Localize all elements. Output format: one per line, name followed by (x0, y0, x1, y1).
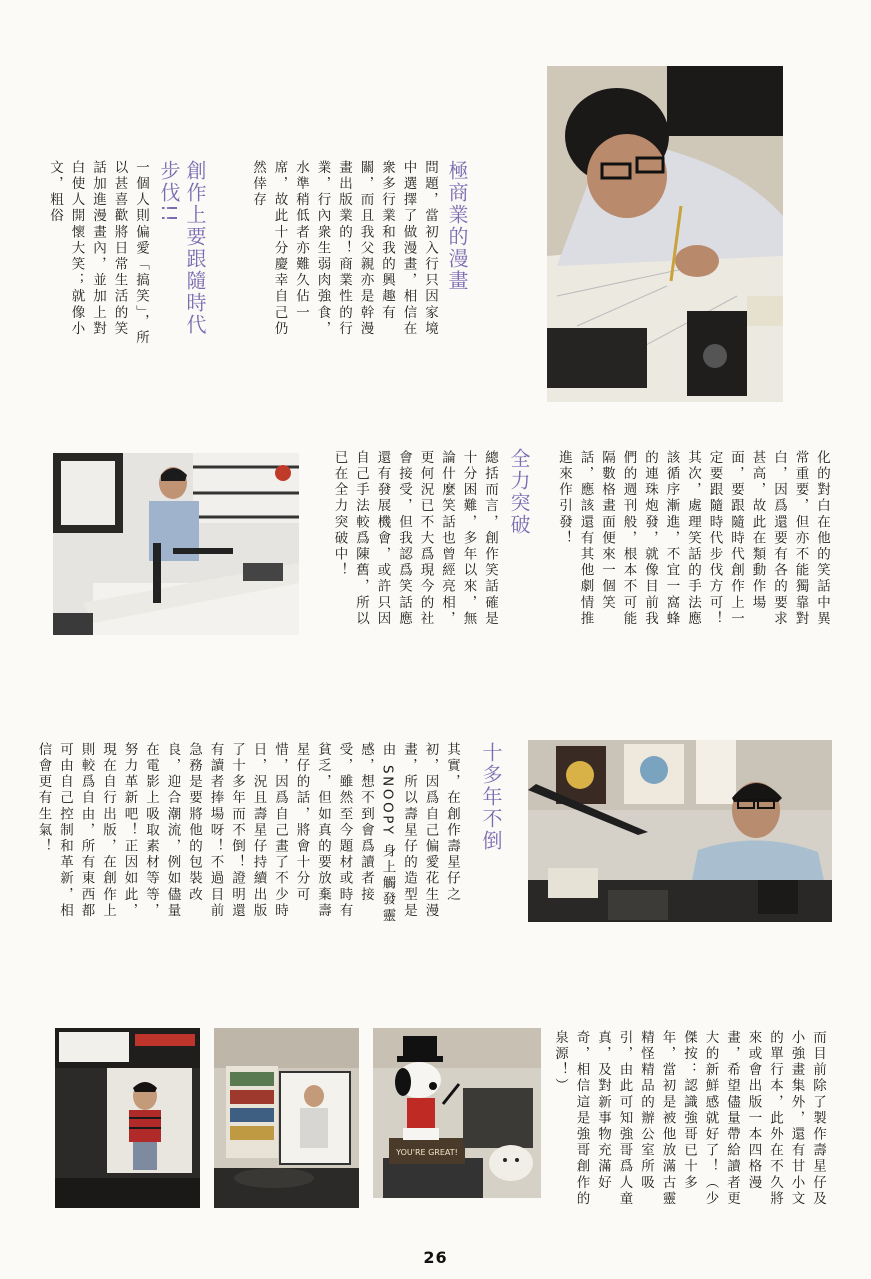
boy-portrait-photo (55, 1028, 200, 1208)
snoopy-figurine-photo (373, 1028, 541, 1198)
office-desk-photo (53, 453, 299, 635)
page-number: 26 (423, 1248, 448, 1267)
artist-drawing-photo (547, 66, 783, 402)
framed-photo-shelf (214, 1028, 359, 1208)
phone-call-photo (528, 740, 832, 922)
section-heading-ten-years: 十多年不倒 (479, 742, 503, 852)
section-heading-follow-times: 創作上要跟隨時代步伐!! (157, 160, 207, 336)
section-body-breakthrough: 總括而言，創作笑話確是十分困難，多年以來，無論什麼笑話也曾經亮相，更何況已不大爲現今的社會接受，但我認爲笑話應還有發展機會，或許只因自己手法較爲陳舊，所以已在全力突破中！ (331, 450, 498, 628)
section-body-dialogue: 化的對白在他的笑話中異常重要，但亦不能獨靠對白，因爲還要有各的要求甚高，故此在類動作場面，要跟隨時代創作上一定要跟隨時代步伐方可！其次，處理笑話的手法應該循序漸進，不宜一窩蜂的連珠炮發，就像目前我們的週刊般，根本不可能隔數格畫面便來一個笑話，應該還有其他劇情推進來作引發！ (556, 450, 830, 628)
section-body-closing: 而目前除了製作壽星仔及小強畫集外，還有甘小文的單行本，此外在不久將來或會出版一本四格漫畫，希望儘量帶給讀者更大的新鮮感就好了！（少傑按：認識強哥已十多年，當初是被他放滿古靈精怪精品的辦公室所吸引，由此可知強哥爲人童真，及對新事物充滿好奇，相信這是強哥創作的泉源！） (552, 1030, 826, 1208)
snoopy-sign-text: YOU'RE GREAT! (396, 1148, 458, 1157)
section-body-ten-years: 其實，在創作壽星仔之初，因爲自己偏愛花生漫畫，所以壽星仔的造型是由 SNOOPY 身上觸發靈感，想不到會爲讀者接受，雖然至今題材或時有貧乏，但如真的要放棄壽星仔的話，將會十分可惜，因爲自己畫了不少時日，況且壽星仔持續出版了十多年而不倒！證明還有讀者捧場呀！不過目前急務是要將他的包裝改良，迎合潮流，例如儘量在電影上吸取素材等等，努力革新吧！正因如此，現在自行出版，在創作上則較爲自由，所有東西都可由自己控制和革新，相信會更有生氣！ (35, 742, 460, 924)
section-body-follow-times: 一個人則偏愛「搞笑」，所以甚喜歡將日常生活的笑話加進漫畫內，並加上對白使人開懷大笑；就像小文，粗俗 (47, 160, 149, 347)
section-body-commercial: 問題，當初入行只因家境中選擇了做漫畫，相信在衆多行業和我的興趣有關，而且我父親亦是幹漫畫出版業的！商業性的行業，行內衆生弱肉強食，水準稍低者亦難久佔一席，故此十分慶幸自己仍然倖存 (250, 160, 438, 338)
section-heading-commercial: 極商業的漫畫 (445, 160, 469, 292)
section-heading-breakthrough: 全力突破 (507, 448, 531, 536)
